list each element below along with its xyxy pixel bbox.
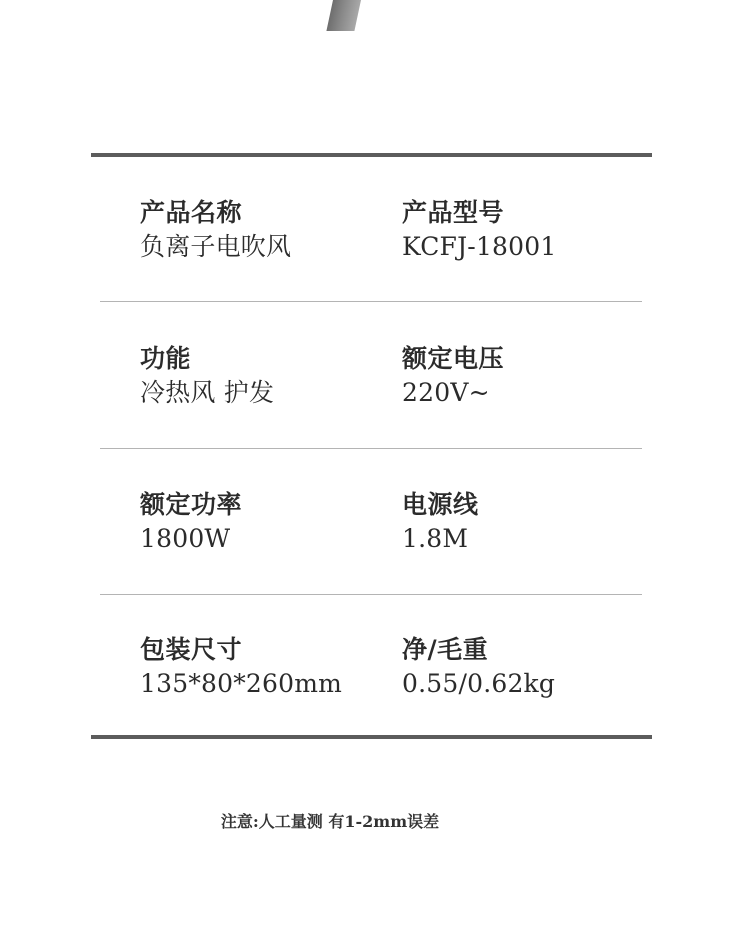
- spec-value: KCFJ-18001: [402, 232, 557, 261]
- row-divider: [100, 594, 642, 595]
- spec-function: [140, 342, 380, 410]
- spec-label: 额定功率: [140, 490, 243, 519]
- top-border: [91, 153, 652, 157]
- spec-label: 产品名称: [140, 198, 243, 227]
- spec-value: 1800W: [140, 524, 231, 553]
- spec-value: 135*80*260mm: [140, 669, 343, 698]
- spec-value: 220V~: [402, 378, 490, 407]
- spec-label: 额定电压: [402, 344, 505, 373]
- row-divider: [100, 448, 642, 449]
- spec-value: 0.55/0.62kg: [402, 669, 556, 698]
- spec-label: 电源线: [402, 490, 479, 519]
- bottom-border: [91, 735, 652, 739]
- measurement-note: 注意:人工量测 有1-2mm误差: [220, 812, 440, 831]
- spec-label: 包装尺寸: [140, 635, 243, 664]
- product-image-fragment: [326, 0, 361, 31]
- spec-weight: [402, 633, 642, 701]
- spec-label: 净/毛重: [402, 635, 489, 664]
- spec-model-number: [402, 196, 642, 264]
- spec-value: 负离子电吹风: [140, 232, 292, 261]
- spec-rated-power: [140, 488, 380, 556]
- spec-power-cord: [402, 488, 642, 556]
- spec-label: 功能: [140, 344, 192, 373]
- spec-label: 产品型号: [402, 198, 505, 227]
- row-divider: [100, 301, 642, 302]
- spec-product-name: [140, 196, 380, 264]
- spec-rated-voltage: [402, 342, 642, 410]
- spec-package-size: [140, 633, 380, 701]
- spec-value: 1.8M: [402, 524, 469, 553]
- spec-value: 冷热风 护发: [140, 378, 275, 407]
